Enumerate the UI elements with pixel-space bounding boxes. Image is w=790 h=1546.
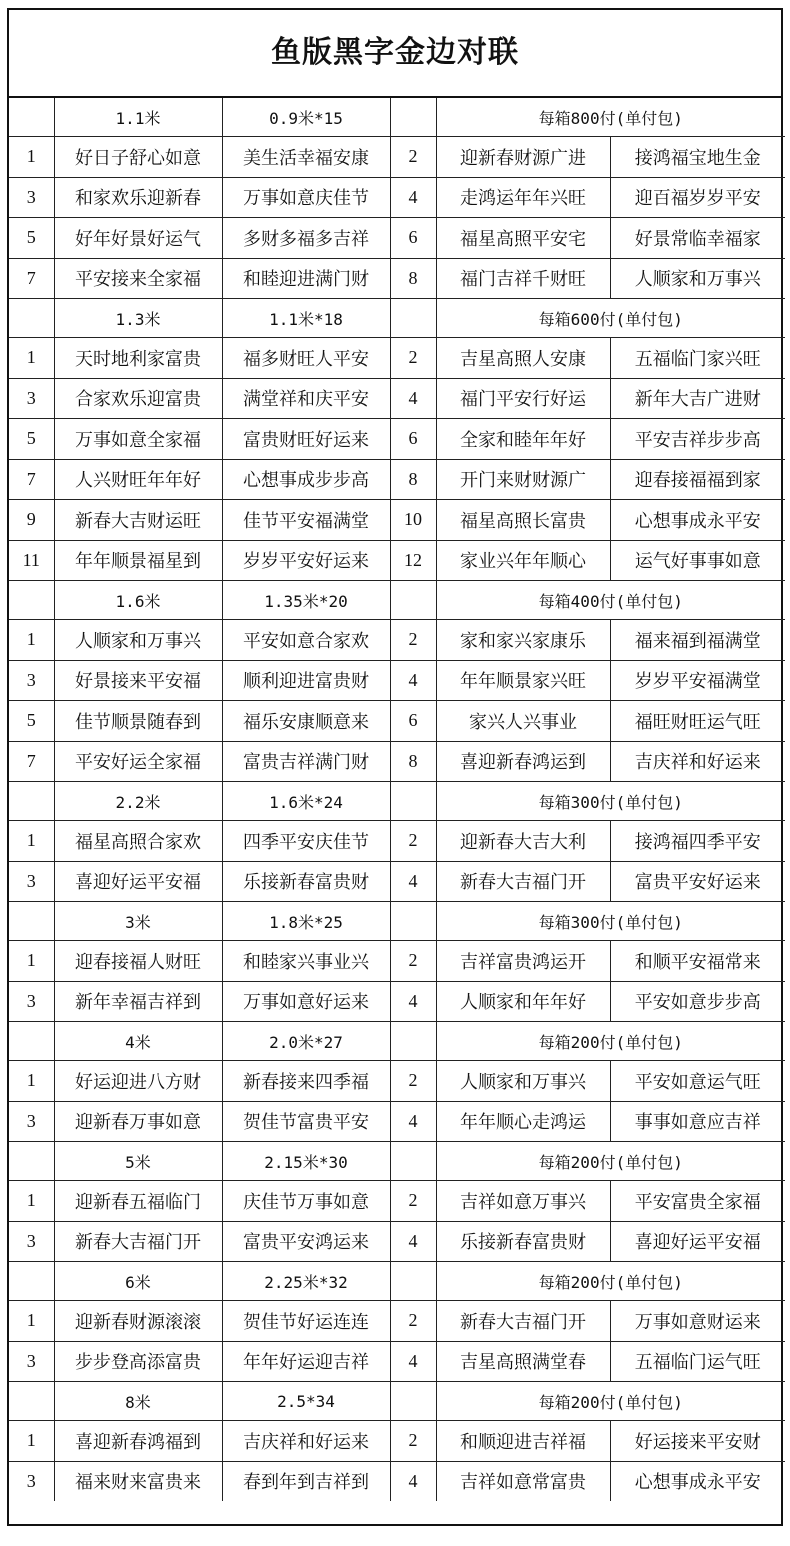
couplet-line: 好景接来平安福	[54, 660, 222, 701]
group-header	[9, 902, 785, 941]
row-number: 1	[9, 941, 54, 982]
spec-label: 1.1米*18	[222, 299, 390, 338]
couplet-line: 福旺财旺运气旺	[610, 701, 785, 742]
couplet-line: 乐接新春富贵财	[222, 861, 390, 902]
couplet-line: 富贵平安鸿运来	[222, 1221, 390, 1262]
packing-label: 每箱600付(单付包)	[436, 299, 785, 338]
couplet-line: 岁岁平安福满堂	[610, 660, 785, 701]
couplet-line: 年年顺景福星到	[54, 540, 222, 581]
group-header-blank	[9, 902, 54, 941]
couplet-line: 乐接新春富贵财	[436, 1221, 610, 1262]
couplet-line: 迎新春财源滚滚	[54, 1301, 222, 1342]
table-row	[9, 861, 785, 902]
couplet-line: 福来财来富贵来	[54, 1461, 222, 1501]
couplet-line: 家业兴年年顺心	[436, 540, 610, 581]
couplet-line: 喜迎好运平安福	[54, 861, 222, 902]
couplet-line: 好景常临幸福家	[610, 218, 785, 259]
couplet-line: 接鸿福四季平安	[610, 821, 785, 862]
couplet-line: 和顺平安福常来	[610, 941, 785, 982]
couplet-line: 新春大吉福门开	[436, 861, 610, 902]
table-row	[9, 741, 785, 782]
couplet-line: 迎新春财源广进	[436, 137, 610, 178]
table-row	[9, 941, 785, 982]
group-header-blank	[9, 1142, 54, 1181]
couplet-line: 和睦迎进满门财	[222, 258, 390, 299]
couplet-line: 新年大吉广进财	[610, 378, 785, 419]
couplet-line: 迎春接福福到家	[610, 459, 785, 500]
couplet-line: 全家和睦年年好	[436, 419, 610, 460]
packing-label: 每箱200付(单付包)	[436, 1262, 785, 1301]
couplet-line: 天时地利家富贵	[54, 338, 222, 379]
spec-label: 2.5*34	[222, 1382, 390, 1421]
table-row	[9, 1221, 785, 1262]
spec-label: 1.35米*20	[222, 581, 390, 620]
couplet-line: 家和家兴家康乐	[436, 620, 610, 661]
couplet-line: 平安如意合家欢	[222, 620, 390, 661]
group-header-blank	[390, 1262, 436, 1301]
table-row	[9, 1461, 785, 1501]
couplet-line: 开门来财财源广	[436, 459, 610, 500]
couplet-line: 吉庆祥和好运来	[610, 741, 785, 782]
couplet-line: 迎百福岁岁平安	[610, 177, 785, 218]
group-header-blank	[9, 1382, 54, 1421]
length-label: 3米	[54, 902, 222, 941]
couplet-line: 平安吉祥步步高	[610, 419, 785, 460]
couplet-line: 福乐安康顺意来	[222, 701, 390, 742]
couplet-line: 五福临门家兴旺	[610, 338, 785, 379]
couplet-line: 佳节平安福满堂	[222, 500, 390, 541]
couplet-line: 心想事成步步高	[222, 459, 390, 500]
group-header-blank	[9, 782, 54, 821]
row-number: 5	[9, 701, 54, 742]
row-number: 1	[9, 1061, 54, 1102]
row-number: 3	[9, 861, 54, 902]
row-number: 4	[390, 660, 436, 701]
couplet-line: 家兴人兴事业	[436, 701, 610, 742]
table-row	[9, 137, 785, 178]
row-number: 11	[9, 540, 54, 581]
couplet-line: 福星高照平安宅	[436, 218, 610, 259]
group-header-blank	[390, 782, 436, 821]
couplet-line: 迎春接福人财旺	[54, 941, 222, 982]
couplet-line: 福门吉祥千财旺	[436, 258, 610, 299]
row-number: 4	[390, 861, 436, 902]
couplet-line: 富贵平安好运来	[610, 861, 785, 902]
couplet-line: 事事如意应吉祥	[610, 1101, 785, 1142]
couplet-line: 富贵吉祥满门财	[222, 741, 390, 782]
row-number: 6	[390, 701, 436, 742]
couplet-line: 福来福到福满堂	[610, 620, 785, 661]
couplet-line: 心想事成永平安	[610, 1461, 785, 1501]
group-header-blank	[390, 299, 436, 338]
packing-label: 每箱300付(单付包)	[436, 782, 785, 821]
spec-label: 1.6米*24	[222, 782, 390, 821]
couplet-line: 好运接来平安财	[610, 1421, 785, 1462]
group-header-blank	[9, 581, 54, 620]
group-header-blank	[9, 1262, 54, 1301]
group-header-blank	[390, 98, 436, 137]
row-number: 5	[9, 419, 54, 460]
couplet-line: 新春大吉财运旺	[54, 500, 222, 541]
group-header	[9, 1022, 785, 1061]
couplet-line: 迎新春万事如意	[54, 1101, 222, 1142]
couplet-line: 吉祥如意万事兴	[436, 1181, 610, 1222]
row-number: 1	[9, 1301, 54, 1342]
length-label: 1.6米	[54, 581, 222, 620]
packing-label: 每箱300付(单付包)	[436, 902, 785, 941]
row-number: 9	[9, 500, 54, 541]
table-row	[9, 378, 785, 419]
table-row	[9, 1061, 785, 1102]
row-number: 4	[390, 1101, 436, 1142]
row-number: 8	[390, 459, 436, 500]
table-row	[9, 701, 785, 742]
table-row	[9, 1341, 785, 1382]
group-header	[9, 581, 785, 620]
group-header	[9, 299, 785, 338]
couplet-line: 顺利迎进富贵财	[222, 660, 390, 701]
spec-label: 2.25米*32	[222, 1262, 390, 1301]
row-number: 7	[9, 258, 54, 299]
packing-label: 每箱200付(单付包)	[436, 1022, 785, 1061]
couplet-line: 平安如意步步高	[610, 981, 785, 1022]
row-number: 1	[9, 1181, 54, 1222]
row-number: 8	[390, 258, 436, 299]
couplet-line: 新春大吉福门开	[436, 1301, 610, 1342]
page-title: 鱼版黑字金边对联	[9, 10, 781, 98]
couplet-line: 好运迎进八方财	[54, 1061, 222, 1102]
table-row	[9, 620, 785, 661]
row-number: 2	[390, 1181, 436, 1222]
row-number: 1	[9, 338, 54, 379]
couplet-line: 迎新春五福临门	[54, 1181, 222, 1222]
couplet-line: 迎新春大吉大利	[436, 821, 610, 862]
group-header-blank	[9, 98, 54, 137]
couplet-line: 万事如意庆佳节	[222, 177, 390, 218]
couplet-line: 春到年到吉祥到	[222, 1461, 390, 1501]
couplet-line: 富贵财旺好运来	[222, 419, 390, 460]
table-row	[9, 258, 785, 299]
row-number: 4	[390, 177, 436, 218]
couplet-line: 多财多福多吉祥	[222, 218, 390, 259]
spec-label: 2.0米*27	[222, 1022, 390, 1061]
row-number: 2	[390, 1421, 436, 1462]
row-number: 2	[390, 821, 436, 862]
row-number: 3	[9, 1461, 54, 1501]
couplet-line: 合家欢乐迎富贵	[54, 378, 222, 419]
couplet-line: 万事如意好运来	[222, 981, 390, 1022]
length-label: 2.2米	[54, 782, 222, 821]
couplet-line: 吉星高照人安康	[436, 338, 610, 379]
group-header-blank	[390, 1382, 436, 1421]
couplet-line: 吉星高照满堂春	[436, 1341, 610, 1382]
group-header	[9, 98, 785, 137]
table-row	[9, 500, 785, 541]
couplet-line: 美生活幸福安康	[222, 137, 390, 178]
couplet-line: 和顺迎进吉祥福	[436, 1421, 610, 1462]
table-row	[9, 540, 785, 581]
row-number: 1	[9, 137, 54, 178]
couplet-line: 福星高照合家欢	[54, 821, 222, 862]
length-label: 1.3米	[54, 299, 222, 338]
row-number: 6	[390, 218, 436, 259]
group-header-blank	[390, 1022, 436, 1061]
row-number: 2	[390, 1301, 436, 1342]
couplet-line: 人兴财旺年年好	[54, 459, 222, 500]
row-number: 12	[390, 540, 436, 581]
row-number: 1	[9, 821, 54, 862]
row-number: 1	[9, 1421, 54, 1462]
length-label: 1.1米	[54, 98, 222, 137]
group-header	[9, 1142, 785, 1181]
couplet-line: 走鸿运年年兴旺	[436, 177, 610, 218]
row-number: 4	[390, 378, 436, 419]
couplet-line: 喜迎新春鸿运到	[436, 741, 610, 782]
table-row	[9, 1301, 785, 1342]
table-row	[9, 1181, 785, 1222]
group-header	[9, 782, 785, 821]
couplet-line: 吉祥如意常富贵	[436, 1461, 610, 1501]
group-header-blank	[390, 581, 436, 620]
spec-label: 1.8米*25	[222, 902, 390, 941]
length-label: 5米	[54, 1142, 222, 1181]
couplet-line: 人顺家和万事兴	[436, 1061, 610, 1102]
spec-label: 2.15米*30	[222, 1142, 390, 1181]
group-header	[9, 1382, 785, 1421]
row-number: 3	[9, 378, 54, 419]
group-header-blank	[390, 1142, 436, 1181]
row-number: 3	[9, 981, 54, 1022]
couplet-line: 人顺家和年年好	[436, 981, 610, 1022]
couplet-line: 平安富贵全家福	[610, 1181, 785, 1222]
row-number: 6	[390, 419, 436, 460]
couplet-line: 年年顺心走鸿运	[436, 1101, 610, 1142]
couplet-line: 平安接来全家福	[54, 258, 222, 299]
couplet-line: 岁岁平安好运来	[222, 540, 390, 581]
row-number: 3	[9, 1101, 54, 1142]
row-number: 8	[390, 741, 436, 782]
table-row	[9, 419, 785, 460]
couplet-table	[9, 98, 785, 1501]
row-number: 2	[390, 338, 436, 379]
table-row	[9, 177, 785, 218]
row-number: 2	[390, 941, 436, 982]
couplet-line: 万事如意全家福	[54, 419, 222, 460]
price-sheet	[7, 8, 783, 1526]
couplet-line: 人顺家和万事兴	[610, 258, 785, 299]
couplet-line: 好年好景好运气	[54, 218, 222, 259]
row-number: 4	[390, 981, 436, 1022]
couplet-line: 新春接来四季福	[222, 1061, 390, 1102]
row-number: 10	[390, 500, 436, 541]
packing-label: 每箱200付(单付包)	[436, 1142, 785, 1181]
table-row	[9, 338, 785, 379]
couplet-line: 喜迎好运平安福	[610, 1221, 785, 1262]
couplet-line: 新春大吉福门开	[54, 1221, 222, 1262]
table-row	[9, 660, 785, 701]
table-row	[9, 218, 785, 259]
row-number: 7	[9, 459, 54, 500]
row-number: 3	[9, 660, 54, 701]
couplet-line: 运气好事事如意	[610, 540, 785, 581]
row-number: 2	[390, 1061, 436, 1102]
row-number: 4	[390, 1461, 436, 1501]
couplet-line: 接鸿福宝地生金	[610, 137, 785, 178]
couplet-line: 好日子舒心如意	[54, 137, 222, 178]
couplet-line: 平安好运全家福	[54, 741, 222, 782]
couplet-line: 新年幸福吉祥到	[54, 981, 222, 1022]
couplet-line: 福多财旺人平安	[222, 338, 390, 379]
table-row	[9, 981, 785, 1022]
packing-label: 每箱800付(单付包)	[436, 98, 785, 137]
group-header-blank	[9, 1022, 54, 1061]
packing-label: 每箱400付(单付包)	[436, 581, 785, 620]
length-label: 8米	[54, 1382, 222, 1421]
row-number: 7	[9, 741, 54, 782]
table-row	[9, 459, 785, 500]
group-header	[9, 1262, 785, 1301]
couplet-line: 喜迎新春鸿福到	[54, 1421, 222, 1462]
group-header-blank	[390, 902, 436, 941]
table-row	[9, 1101, 785, 1142]
couplet-line: 福星高照长富贵	[436, 500, 610, 541]
packing-label: 每箱200付(单付包)	[436, 1382, 785, 1421]
couplet-line: 吉庆祥和好运来	[222, 1421, 390, 1462]
couplet-line: 四季平安庆佳节	[222, 821, 390, 862]
table-row	[9, 821, 785, 862]
couplet-line: 心想事成永平安	[610, 500, 785, 541]
couplet-line: 庆佳节万事如意	[222, 1181, 390, 1222]
couplet-line: 年年好运迎吉祥	[222, 1341, 390, 1382]
couplet-line: 万事如意财运来	[610, 1301, 785, 1342]
row-number: 5	[9, 218, 54, 259]
table-row	[9, 1421, 785, 1462]
couplet-line: 佳节顺景随春到	[54, 701, 222, 742]
row-number: 3	[9, 1341, 54, 1382]
row-number: 2	[390, 137, 436, 178]
couplet-line: 吉祥富贵鸿运开	[436, 941, 610, 982]
row-number: 4	[390, 1221, 436, 1262]
couplet-line: 步步登高添富贵	[54, 1341, 222, 1382]
couplet-line: 和家欢乐迎新春	[54, 177, 222, 218]
row-number: 3	[9, 177, 54, 218]
length-label: 6米	[54, 1262, 222, 1301]
row-number: 1	[9, 620, 54, 661]
couplet-line: 五福临门运气旺	[610, 1341, 785, 1382]
couplet-line: 贺佳节好运连连	[222, 1301, 390, 1342]
couplet-line: 年年顺景家兴旺	[436, 660, 610, 701]
spec-label: 0.9米*15	[222, 98, 390, 137]
row-number: 4	[390, 1341, 436, 1382]
length-label: 4米	[54, 1022, 222, 1061]
couplet-line: 和睦家兴事业兴	[222, 941, 390, 982]
row-number: 3	[9, 1221, 54, 1262]
couplet-line: 满堂祥和庆平安	[222, 378, 390, 419]
row-number: 2	[390, 620, 436, 661]
couplet-line: 人顺家和万事兴	[54, 620, 222, 661]
couplet-line: 贺佳节富贵平安	[222, 1101, 390, 1142]
couplet-line: 平安如意运气旺	[610, 1061, 785, 1102]
group-header-blank	[9, 299, 54, 338]
couplet-line: 福门平安行好运	[436, 378, 610, 419]
